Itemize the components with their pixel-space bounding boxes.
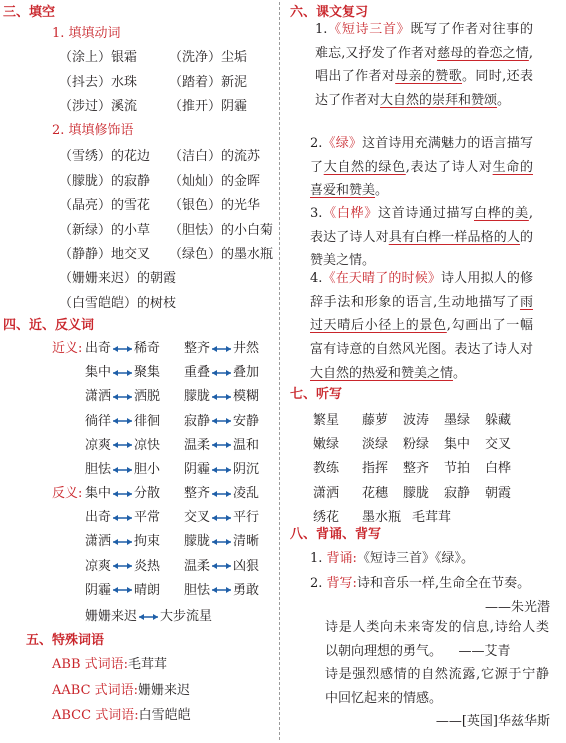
dictation-word: 指挥 <box>362 461 389 477</box>
answer-underline: 慈母的眷恋之情 <box>437 45 529 61</box>
review-item-2: 2.《绿》这首诗用充满魅力的语言描写了大自然的绿色,表达了诗人对生命的喜爱和赞美。 <box>310 136 533 199</box>
modifier-answer: （绿色）的墨水瓶 <box>169 247 274 262</box>
word-pair <box>85 584 160 597</box>
dictation-word: 墨绿 <box>444 413 471 428</box>
double-arrow-icon <box>112 441 133 449</box>
double-arrow-icon <box>112 586 133 594</box>
review-item-3: 3.《白桦》这首诗通过描写白桦的美,表达了诗人对具有白桦一样品格的人的赞美之情。 <box>310 206 533 269</box>
double-arrow-icon <box>211 417 232 425</box>
answer-underline: 生命的喜爱和赞美 <box>310 159 533 199</box>
word: 分散 <box>134 486 161 501</box>
special-word-item <box>52 709 191 722</box>
item-number: 3. <box>310 206 323 221</box>
dictation-word: 藤萝 <box>362 413 389 428</box>
word: 大步流星 <box>160 609 213 624</box>
review-item-1: 1.《短诗三首》既写了作者对往事的难忘,又抒发了作者对慈母的眷恋之情,唱出了作者对母亲的赞歌。同时,还表达了作者对大自然的崇拜和赞颂。 <box>315 22 533 109</box>
word-pair <box>184 511 259 524</box>
verb-answer: （涂上）银霜 <box>59 50 138 65</box>
double-arrow-icon <box>112 562 133 570</box>
double-arrow-icon <box>112 369 133 377</box>
quote-3: 诗是强烈感情的自然流露,它源于宁静中回忆起来的情感。 <box>325 667 549 706</box>
word: 朦胧 <box>184 389 211 405</box>
double-arrow-icon <box>112 538 133 546</box>
item-number: 1. <box>315 22 328 37</box>
word: 温柔 <box>184 558 211 574</box>
word: 清晰 <box>233 534 260 550</box>
poem-title: 《白桦》 <box>322 206 378 221</box>
modifier-answer: （银色）的光华 <box>169 198 261 213</box>
word-pair <box>85 390 160 403</box>
double-arrow-icon <box>112 345 133 353</box>
dictation-word: 寂静 <box>444 485 471 501</box>
word-pair <box>85 487 160 500</box>
special-word: 白雪皑皑 <box>138 708 191 723</box>
modifier-answer: （新绿）的小草 <box>59 222 151 238</box>
word: 姗姗来迟 <box>85 609 138 624</box>
word: 整齐 <box>184 341 211 356</box>
section-title-recite: 八、背诵、背写 <box>290 527 382 542</box>
synonym-label: 近义: <box>52 341 83 356</box>
dictation-word: 粉绿 <box>403 437 430 453</box>
word: 凶狠 <box>233 558 260 574</box>
special-word: 姗姗来迟 <box>138 682 191 698</box>
double-arrow-icon <box>112 466 133 474</box>
dictation-word: 绣花 <box>313 509 340 525</box>
item-number: 2. <box>310 136 323 151</box>
word-pair <box>184 366 259 379</box>
poem-title: 《在天晴了的时候》 <box>322 271 442 286</box>
word: 潇洒 <box>85 389 112 405</box>
dictation-word: 嫩绿 <box>313 437 340 453</box>
modifier-answer: （胆怯）的小白菊 <box>169 222 274 238</box>
review-item-4: 4.《在天晴了的时候》诗人用拟人的修辞手法和形象的语言,生动地描写了雨过天晴后小径上的景色,勾画出了一幅富有诗意的自然风光图。表达了诗人对大自然的热爱和赞美之情。 <box>310 271 533 381</box>
dictation-word: 墨水瓶 <box>362 509 402 525</box>
dictation-word: 白桦 <box>485 461 512 477</box>
word: 凉爽 <box>85 558 112 574</box>
word-pair <box>85 535 160 548</box>
word: 聚集 <box>134 365 161 381</box>
double-arrow-icon <box>211 393 232 401</box>
recite-item-1: 1. 背诵:《短诗三首》《绿》。 <box>310 551 474 566</box>
dictation-word: 花穗 <box>362 485 389 501</box>
dictation-word: 整齐 <box>403 461 430 477</box>
answer-underline: 雨过天晴后小径上的景色 <box>310 294 533 334</box>
word: 温和 <box>233 437 260 453</box>
double-arrow-icon <box>211 538 232 546</box>
special-word-type: ABB 式词语: <box>52 657 129 672</box>
quote-author-3: ——[英国]华兹华斯 <box>435 714 550 729</box>
word: 晴朗 <box>134 582 161 598</box>
double-arrow-icon <box>112 393 133 401</box>
word: 阴沉 <box>233 462 260 477</box>
answer-underline: 大自然的绿色 <box>323 159 406 175</box>
word-pair <box>85 439 160 452</box>
double-arrow-icon <box>211 466 232 474</box>
word: 徘徊 <box>134 413 161 429</box>
word-pair <box>184 487 259 500</box>
recite-label: 背写: <box>326 576 357 591</box>
word: 阴霾 <box>184 462 211 477</box>
word: 安静 <box>233 413 260 429</box>
verb-answer: （推开）阴霾 <box>169 99 248 114</box>
word: 寂静 <box>184 413 211 429</box>
modifier-answer: （晶亮）的雪花 <box>59 198 151 213</box>
section-title-fill-blank: 三、填空 <box>3 5 56 20</box>
double-arrow-icon <box>211 586 232 594</box>
word-pair <box>184 584 259 597</box>
double-arrow-icon <box>211 490 232 498</box>
antonym-label: 反义: <box>52 486 83 501</box>
verb-answer: （踏着）新泥 <box>169 74 248 90</box>
answer-underline: 母亲的赞歌 <box>395 69 463 85</box>
word: 出奇 <box>85 510 112 526</box>
answer-underline: 白桦的美 <box>473 206 529 221</box>
subsection-fill-verbs: 1. 填填动词 <box>52 26 121 41</box>
word: 整齐 <box>184 486 211 501</box>
dictation-word: 潇洒 <box>313 485 340 501</box>
verb-answer: （洗净）尘垢 <box>169 50 248 65</box>
double-arrow-icon <box>112 514 133 522</box>
word: 凉爽 <box>85 437 112 453</box>
word-pair <box>85 463 160 476</box>
word: 朦胧 <box>184 534 211 550</box>
word: 潇洒 <box>85 534 112 550</box>
word: 拘束 <box>134 534 161 550</box>
special-word: 毛茸茸 <box>128 657 168 672</box>
item-number: 4. <box>310 271 323 286</box>
recite-item-2: 2. 背写:诗和音乐一样,生命全在节奏。 <box>310 576 531 591</box>
word-pair <box>85 415 160 428</box>
word: 集中 <box>85 365 112 381</box>
word: 交叉 <box>184 510 211 526</box>
dictation-word: 朦胧 <box>403 485 430 501</box>
dictation-word: 节拍 <box>444 461 471 477</box>
dictation-word: 淡绿 <box>362 437 389 453</box>
section-title-special-words: 五、特殊词语 <box>26 633 105 648</box>
word: 重叠 <box>184 365 211 381</box>
word-pair <box>184 560 259 573</box>
word: 洒脱 <box>134 389 161 405</box>
dictation-word: 繁星 <box>313 413 340 428</box>
special-word-item <box>52 658 167 671</box>
dictation-word: 集中 <box>444 437 471 453</box>
word: 集中 <box>85 486 112 501</box>
poem-title: 《短诗三首》 <box>327 22 411 37</box>
word-pair <box>85 342 160 355</box>
quote-author-1: ——朱光潜 <box>484 600 550 615</box>
modifier-answer: （灿灿）的金晖 <box>169 173 261 189</box>
word-pair <box>184 535 259 548</box>
word: 稀奇 <box>134 341 161 356</box>
word-pair <box>85 366 160 379</box>
quote-author-2: ——艾青 <box>458 643 511 659</box>
double-arrow-icon <box>211 369 232 377</box>
word: 凌乱 <box>233 486 260 501</box>
verb-answer: （抖去）水珠 <box>59 74 138 90</box>
dictation-word: 朝霞 <box>485 485 512 501</box>
word-pair <box>85 610 212 623</box>
word-pair <box>184 463 259 476</box>
dictation-word: 躲藏 <box>485 413 512 428</box>
dictation-word: 毛茸茸 <box>412 509 452 525</box>
modifier-answer: （静静）地交叉 <box>59 247 151 262</box>
column-divider <box>279 2 280 740</box>
word-pair <box>184 439 259 452</box>
word: 勇敢 <box>233 582 260 598</box>
modifier-answer: （洁白）的流苏 <box>169 149 261 164</box>
word: 胆小 <box>134 462 161 477</box>
double-arrow-icon <box>112 417 133 425</box>
answer-underline: 大自然的热爱和赞美之情 <box>310 365 454 381</box>
poem-title: 《绿》 <box>322 136 363 151</box>
word: 徜徉 <box>85 413 112 429</box>
answer-underline: 具有白桦一样品格的人 <box>388 229 520 245</box>
double-arrow-icon <box>211 562 232 570</box>
word: 温柔 <box>184 437 211 453</box>
word-pair <box>184 342 259 355</box>
modifier-answer: （雪绣）的花边 <box>59 149 151 164</box>
word: 平常 <box>134 510 161 526</box>
section-title-synonyms-antonyms: 四、近、反义词 <box>3 318 95 333</box>
word-pair <box>184 390 259 403</box>
special-word-type: ABCC 式词语: <box>52 708 139 723</box>
recite-label: 背诵: <box>326 551 357 566</box>
word: 凉快 <box>134 437 161 453</box>
word-pair <box>184 415 259 428</box>
double-arrow-icon <box>138 613 159 621</box>
section-title-dictation: 七、听写 <box>290 387 343 402</box>
modifier-answer: （朦胧）的寂静 <box>59 173 151 189</box>
double-arrow-icon <box>211 441 232 449</box>
double-arrow-icon <box>211 514 232 522</box>
word: 阴霾 <box>85 582 112 598</box>
word-pair <box>85 560 160 573</box>
word: 胆怯 <box>85 462 112 477</box>
special-word-type: AABC 式词语: <box>52 682 139 698</box>
section-title-review: 六、课文复习 <box>290 5 369 20</box>
double-arrow-icon <box>211 345 232 353</box>
word: 模糊 <box>233 389 260 405</box>
verb-answer: （涉过）溪流 <box>59 99 138 114</box>
word: 炎热 <box>134 558 161 574</box>
word: 胆怯 <box>184 582 211 598</box>
word-pair <box>85 511 160 524</box>
quote-2: 诗是人类向未来寄发的信息,诗给人类以朝向理想的勇气。 ——艾青 <box>325 620 549 659</box>
answer-underline: 大自然的崇拜和赞颂 <box>380 93 498 109</box>
special-word-item <box>52 684 190 697</box>
subsection-fill-modifiers: 2. 填填修饰语 <box>52 123 134 138</box>
dictation-word: 教练 <box>313 461 340 477</box>
dictation-word: 交叉 <box>485 437 512 453</box>
word: 井然 <box>233 341 260 356</box>
word: 平行 <box>233 510 260 526</box>
modifier-answer: （白雪皑皑）的树枝 <box>59 295 177 311</box>
word: 出奇 <box>85 341 112 356</box>
modifier-answer: （姗姗来迟）的朝霞 <box>59 271 177 286</box>
double-arrow-icon <box>112 490 133 498</box>
dictation-word: 波涛 <box>403 413 430 428</box>
word: 叠加 <box>233 365 260 381</box>
